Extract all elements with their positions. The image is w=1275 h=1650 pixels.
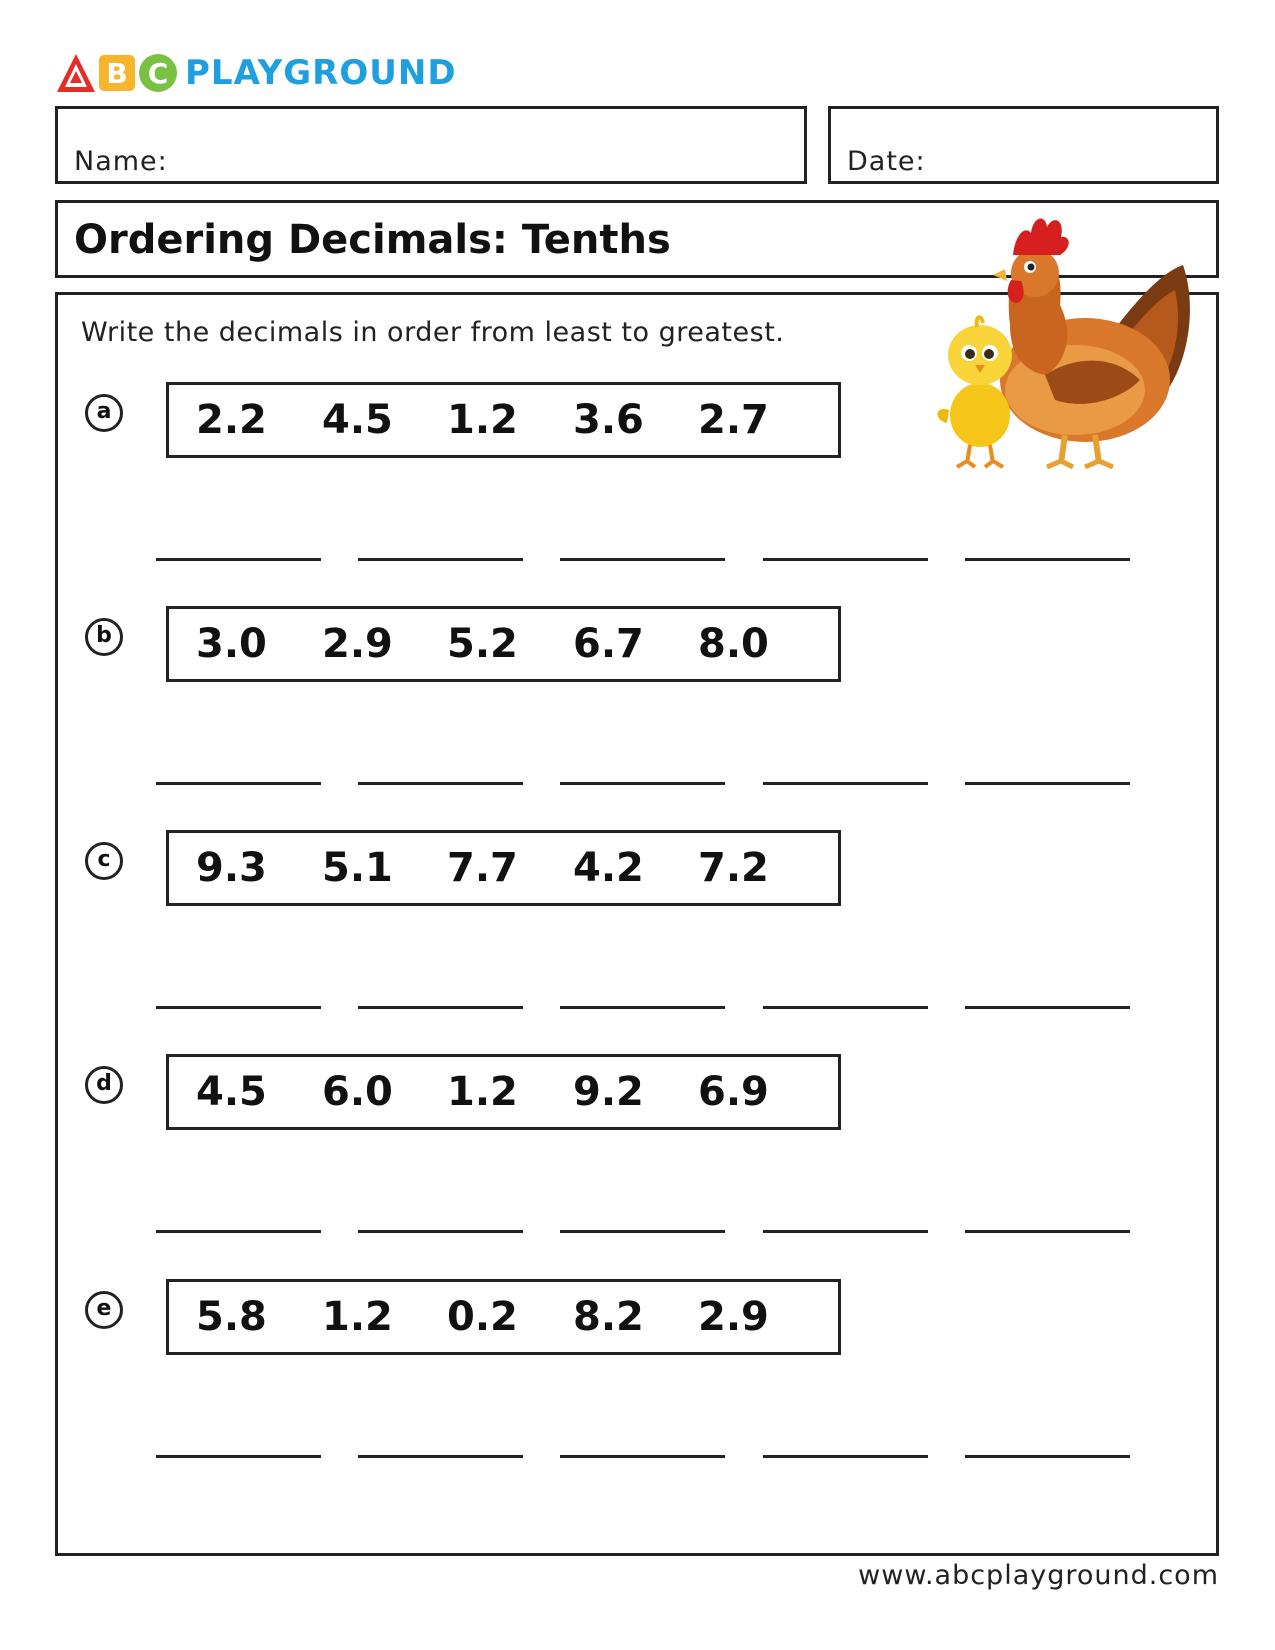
decimal-box bbox=[166, 1279, 841, 1355]
decimal-number: 4.2 bbox=[573, 845, 644, 891]
name-field[interactable] bbox=[55, 106, 807, 184]
decimal-number: 3.0 bbox=[196, 621, 267, 667]
answer-line[interactable] bbox=[358, 782, 523, 785]
decimal-number: 9.3 bbox=[196, 845, 267, 891]
decimal-number: 8.0 bbox=[698, 621, 769, 667]
answer-line[interactable] bbox=[560, 558, 725, 561]
problem-letter: d bbox=[85, 1066, 123, 1104]
problem-letter: e bbox=[85, 1291, 123, 1329]
answer-line[interactable] bbox=[156, 1230, 321, 1233]
decimal-number: 5.1 bbox=[322, 845, 393, 891]
page-title: Ordering Decimals: Tenths bbox=[74, 217, 671, 263]
answer-line[interactable] bbox=[965, 1455, 1130, 1458]
decimal-number: 6.7 bbox=[573, 621, 644, 667]
abc-playground-logo bbox=[55, 52, 457, 94]
decimal-box bbox=[166, 606, 841, 682]
answer-line[interactable] bbox=[560, 1230, 725, 1233]
decimal-number: 1.2 bbox=[447, 1069, 518, 1115]
answer-line[interactable] bbox=[358, 1006, 523, 1009]
answer-line[interactable] bbox=[560, 1006, 725, 1009]
answer-line[interactable] bbox=[560, 782, 725, 785]
footer-url[interactable]: www.abcplayground.com bbox=[858, 1560, 1219, 1591]
answer-line[interactable] bbox=[156, 782, 321, 785]
problem-c bbox=[58, 830, 1216, 1030]
decimal-box bbox=[166, 830, 841, 906]
problem-letter: b bbox=[85, 618, 123, 656]
decimal-number: 0.2 bbox=[447, 1294, 518, 1340]
decimal-number: 2.7 bbox=[698, 397, 769, 443]
problem-b bbox=[58, 606, 1216, 806]
decimal-number: 4.5 bbox=[322, 397, 393, 443]
date-field[interactable] bbox=[828, 106, 1219, 184]
answer-line[interactable] bbox=[763, 558, 928, 561]
problem-letter: c bbox=[85, 842, 123, 880]
answer-line[interactable] bbox=[560, 1455, 725, 1458]
decimal-number: 6.9 bbox=[698, 1069, 769, 1115]
decimal-box bbox=[166, 382, 841, 458]
date-label: Date: bbox=[847, 146, 926, 177]
instructions: Write the decimals in order from least to greatest. bbox=[81, 317, 785, 348]
decimal-number: 9.2 bbox=[573, 1069, 644, 1115]
decimal-number: 5.2 bbox=[447, 621, 518, 667]
decimal-number: 7.7 bbox=[447, 845, 518, 891]
answer-line[interactable] bbox=[965, 1230, 1130, 1233]
decimal-number: 3.6 bbox=[573, 397, 644, 443]
decimal-number: 1.2 bbox=[322, 1294, 393, 1340]
answer-line[interactable] bbox=[358, 558, 523, 561]
problem-letter: a bbox=[85, 394, 123, 432]
worksheet-body bbox=[55, 292, 1219, 1556]
answer-line[interactable] bbox=[156, 1455, 321, 1458]
decimal-number: 4.5 bbox=[196, 1069, 267, 1115]
answer-line[interactable] bbox=[358, 1230, 523, 1233]
decimal-number: 5.8 bbox=[196, 1294, 267, 1340]
decimal-number: 6.0 bbox=[322, 1069, 393, 1115]
decimal-number: 2.9 bbox=[698, 1294, 769, 1340]
logo-letter-a-icon bbox=[55, 52, 97, 94]
answer-line[interactable] bbox=[763, 1006, 928, 1009]
answer-line[interactable] bbox=[156, 1006, 321, 1009]
answer-line[interactable] bbox=[763, 1455, 928, 1458]
problem-e bbox=[58, 1279, 1216, 1479]
decimal-number: 7.2 bbox=[698, 845, 769, 891]
answer-line[interactable] bbox=[156, 558, 321, 561]
answer-line[interactable] bbox=[965, 558, 1130, 561]
decimal-box bbox=[166, 1054, 841, 1130]
logo-text: PLAYGROUND bbox=[185, 53, 457, 93]
name-label: Name: bbox=[74, 146, 168, 177]
decimal-number: 2.2 bbox=[196, 397, 267, 443]
logo-letter-c: C bbox=[139, 54, 177, 92]
logo-letter-b: B bbox=[99, 55, 135, 91]
decimal-number: 2.9 bbox=[322, 621, 393, 667]
problem-d bbox=[58, 1054, 1216, 1254]
answer-line[interactable] bbox=[965, 1006, 1130, 1009]
answer-line[interactable] bbox=[358, 1455, 523, 1458]
answer-line[interactable] bbox=[965, 782, 1130, 785]
decimal-number: 1.2 bbox=[447, 397, 518, 443]
answer-line[interactable] bbox=[763, 782, 928, 785]
decimal-number: 8.2 bbox=[573, 1294, 644, 1340]
answer-line[interactable] bbox=[763, 1230, 928, 1233]
hen-and-chick-icon bbox=[935, 205, 1200, 480]
